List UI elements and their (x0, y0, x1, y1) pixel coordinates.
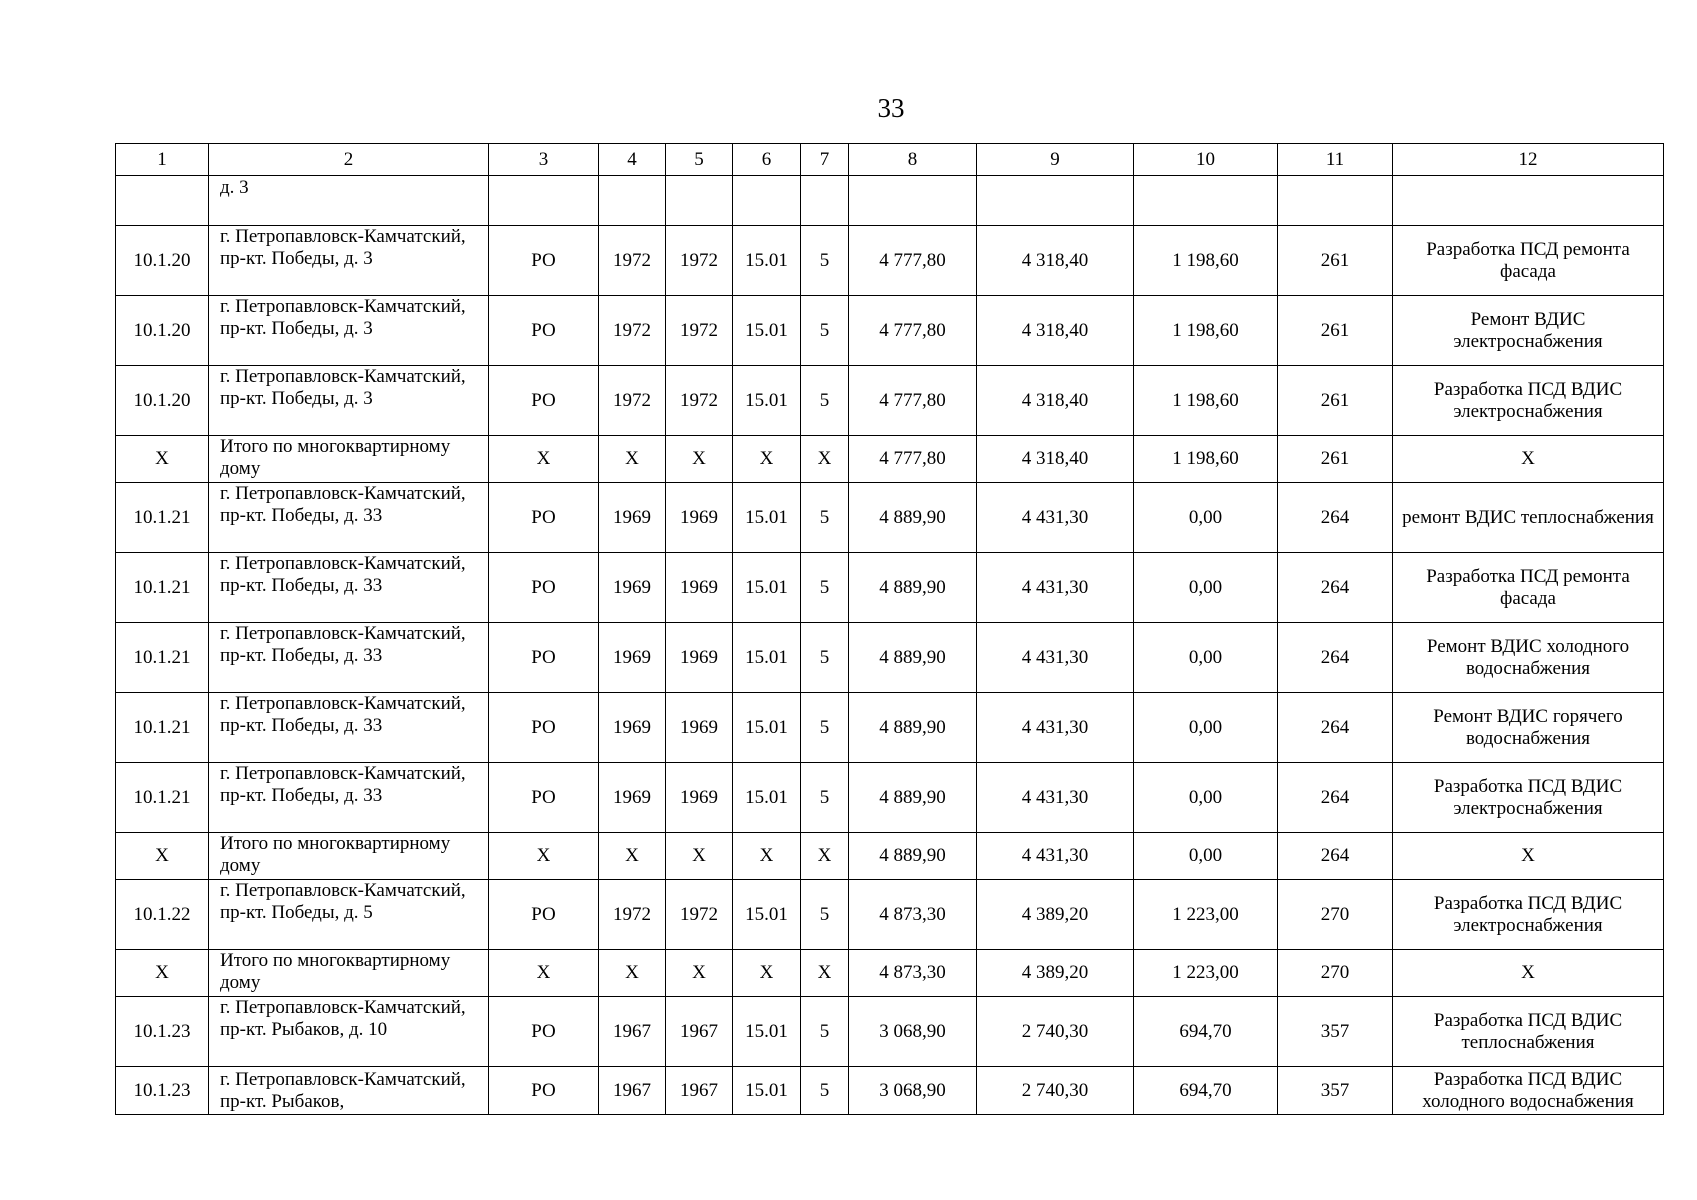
page-number: 33 (877, 93, 905, 123)
table-cell (977, 176, 1134, 226)
table-cell: 5 (801, 483, 849, 553)
table-cell: 15.01 (733, 553, 801, 623)
table-row (116, 763, 1664, 833)
table-row-total (116, 950, 1664, 997)
table-cell: РО (489, 1067, 599, 1115)
table-cell: 4 873,30 (849, 950, 977, 997)
table-cell: РО (489, 366, 599, 436)
table-cell: 1967 (599, 1067, 666, 1115)
address-cell: г. Петропавловск-Камчатский, пр-кт. Победы, д. 33 (209, 623, 489, 693)
table-cell: X (666, 833, 733, 880)
table-row-continuation (116, 176, 1664, 226)
work-type-cell: X (1393, 436, 1664, 483)
table-cell: 264 (1278, 483, 1393, 553)
address-cell: г. Петропавловск-Камчатский, пр-кт. Победы, д. 33 (209, 553, 489, 623)
address-cell: г. Петропавловск-Камчатский, пр-кт. Победы, д. 3 (209, 226, 489, 296)
work-type-cell: Разработка ПСД ремонта фасада (1393, 226, 1664, 296)
address-cell: Итого по многоквартирному дому (209, 833, 489, 880)
work-type-cell: X (1393, 833, 1664, 880)
address-cell: г. Петропавловск-Камчатский, пр-кт. Победы, д. 3 (209, 296, 489, 366)
table-cell: 1 223,00 (1134, 950, 1278, 997)
column-header: 9 (977, 144, 1134, 176)
address-cell: г. Петропавловск-Камчатский, пр-кт. Победы, д. 5 (209, 880, 489, 950)
table-cell: 4 777,80 (849, 226, 977, 296)
table-cell: X (489, 950, 599, 997)
table-cell: 1972 (599, 880, 666, 950)
table-cell: X (599, 833, 666, 880)
row-number-cell: 10.1.21 (116, 623, 209, 693)
row-number-cell: 10.1.21 (116, 553, 209, 623)
table-cell: 1969 (666, 763, 733, 833)
table-cell: 264 (1278, 763, 1393, 833)
table-cell: 5 (801, 1067, 849, 1115)
table-cell: X (801, 950, 849, 997)
table-cell: 1969 (599, 623, 666, 693)
table-cell: X (666, 436, 733, 483)
table-cell: РО (489, 296, 599, 366)
work-type-cell: Разработка ПСД ВДИС электроснабжения (1393, 763, 1664, 833)
table-cell: 4 777,80 (849, 296, 977, 366)
table-cell: РО (489, 226, 599, 296)
row-number-cell: 10.1.20 (116, 226, 209, 296)
table-cell (489, 176, 599, 226)
table-cell: 1972 (599, 226, 666, 296)
table-cell: 1 198,60 (1134, 296, 1278, 366)
table-cell: 15.01 (733, 623, 801, 693)
table-cell: 5 (801, 693, 849, 763)
table-row (116, 880, 1664, 950)
table-cell: 0,00 (1134, 623, 1278, 693)
table-cell: 2 740,30 (977, 1067, 1134, 1115)
table-cell: 4 873,30 (849, 880, 977, 950)
work-type-cell: Разработка ПСД ВДИС холодного водоснабжения (1393, 1067, 1664, 1115)
table-cell: 1 198,60 (1134, 366, 1278, 436)
table-header (116, 144, 1664, 176)
table-cell: 1969 (599, 763, 666, 833)
table-cell: 261 (1278, 296, 1393, 366)
table-row (116, 226, 1664, 296)
table-cell: 1969 (599, 553, 666, 623)
column-header: 5 (666, 144, 733, 176)
table-cell: 261 (1278, 226, 1393, 296)
table-cell: 5 (801, 226, 849, 296)
table-cell: 4 389,20 (977, 950, 1134, 997)
table-cell: РО (489, 763, 599, 833)
column-header: 6 (733, 144, 801, 176)
table-cell: 4 889,90 (849, 553, 977, 623)
address-cell: д. 3 (209, 176, 489, 226)
address-cell: Итого по многоквартирному дому (209, 436, 489, 483)
table-cell: 0,00 (1134, 483, 1278, 553)
table-row (116, 296, 1664, 366)
table-cell: 1972 (599, 366, 666, 436)
column-header: 4 (599, 144, 666, 176)
address-cell: г. Петропавловск-Камчатский, пр-кт. Победы, д. 33 (209, 763, 489, 833)
table-cell: РО (489, 880, 599, 950)
table-cell: X (733, 950, 801, 997)
table-cell: 5 (801, 763, 849, 833)
table-cell: 264 (1278, 833, 1393, 880)
table-row-total (116, 436, 1664, 483)
table-cell: 5 (801, 997, 849, 1067)
table-cell: X (489, 436, 599, 483)
table-cell: 15.01 (733, 1067, 801, 1115)
work-type-cell: ремонт ВДИС теплоснабжения (1393, 483, 1664, 553)
table-row-total (116, 833, 1664, 880)
table-cell: 1 198,60 (1134, 436, 1278, 483)
table-cell: 1967 (666, 997, 733, 1067)
table-cell: 5 (801, 880, 849, 950)
table-cell: 1969 (599, 483, 666, 553)
table-cell: 0,00 (1134, 763, 1278, 833)
table-cell: 4 431,30 (977, 553, 1134, 623)
table-cell: 4 431,30 (977, 623, 1134, 693)
work-type-cell: X (1393, 950, 1664, 997)
table-cell: 1967 (599, 997, 666, 1067)
column-header: 1 (116, 144, 209, 176)
table-row (116, 366, 1664, 436)
table-cell: 5 (801, 553, 849, 623)
table-cell: РО (489, 997, 599, 1067)
address-cell: г. Петропавловск-Камчатский, пр-кт. Рыбаков, (209, 1067, 489, 1115)
address-cell: г. Петропавловск-Камчатский, пр-кт. Победы, д. 3 (209, 366, 489, 436)
table-cell: X (801, 436, 849, 483)
table-cell: X (599, 436, 666, 483)
row-number-cell: 10.1.23 (116, 1067, 209, 1115)
table-cell: 15.01 (733, 693, 801, 763)
table-cell: 4 318,40 (977, 366, 1134, 436)
table-cell: 1969 (666, 693, 733, 763)
work-type-cell: Ремонт ВДИС электроснабжения (1393, 296, 1664, 366)
work-type-cell: Ремонт ВДИС горячего водоснабжения (1393, 693, 1664, 763)
table-cell: 270 (1278, 950, 1393, 997)
column-header: 11 (1278, 144, 1393, 176)
table-cell: X (599, 950, 666, 997)
column-header: 7 (801, 144, 849, 176)
header-row (116, 144, 1664, 176)
address-cell: г. Петропавловск-Камчатский, пр-кт. Рыбаков, д. 10 (209, 997, 489, 1067)
table-cell (1134, 176, 1278, 226)
table-cell: 261 (1278, 436, 1393, 483)
table-cell: X (733, 436, 801, 483)
table-cell (116, 176, 209, 226)
address-cell: Итого по многоквартирному дому (209, 950, 489, 997)
table-cell: 694,70 (1134, 1067, 1278, 1115)
table-cell: 15.01 (733, 763, 801, 833)
table-cell: 3 068,90 (849, 1067, 977, 1115)
table-cell: 1969 (666, 553, 733, 623)
row-number-cell: 10.1.20 (116, 366, 209, 436)
table-cell: РО (489, 623, 599, 693)
table-cell: 4 777,80 (849, 366, 977, 436)
table-cell: 2 740,30 (977, 997, 1134, 1067)
work-type-cell: Ремонт ВДИС холодного водоснабжения (1393, 623, 1664, 693)
table-cell: 694,70 (1134, 997, 1278, 1067)
table-cell: 4 431,30 (977, 693, 1134, 763)
table-cell: 4 889,90 (849, 483, 977, 553)
column-header: 3 (489, 144, 599, 176)
table-cell (666, 176, 733, 226)
table-row (116, 623, 1664, 693)
table-cell: 15.01 (733, 997, 801, 1067)
table-cell: 5 (801, 296, 849, 366)
row-number-cell: 10.1.21 (116, 763, 209, 833)
table-cell: 4 318,40 (977, 226, 1134, 296)
table-cell: 357 (1278, 1067, 1393, 1115)
table-cell: 4 431,30 (977, 833, 1134, 880)
table-cell: 4 889,90 (849, 623, 977, 693)
table-cell: 264 (1278, 623, 1393, 693)
table-cell: 4 889,90 (849, 763, 977, 833)
table-cell: 270 (1278, 880, 1393, 950)
table-cell: X (801, 833, 849, 880)
column-header: 10 (1134, 144, 1278, 176)
row-number-cell: 10.1.21 (116, 693, 209, 763)
table-cell: X (666, 950, 733, 997)
table-cell (801, 176, 849, 226)
column-header: 2 (209, 144, 489, 176)
table-cell: X (733, 833, 801, 880)
table-row (116, 693, 1664, 763)
table-cell (1278, 176, 1393, 226)
work-type-cell: Разработка ПСД ВДИС электроснабжения (1393, 366, 1664, 436)
work-type-cell: Разработка ПСД ВДИС электроснабжения (1393, 880, 1664, 950)
table-cell: 15.01 (733, 366, 801, 436)
row-number-cell: 10.1.23 (116, 997, 209, 1067)
table-cell: 4 318,40 (977, 436, 1134, 483)
program-table (115, 143, 1664, 1115)
address-cell: г. Петропавловск-Камчатский, пр-кт. Победы, д. 33 (209, 483, 489, 553)
row-number-cell: 10.1.20 (116, 296, 209, 366)
table-cell: 4 889,90 (849, 693, 977, 763)
table-cell: 5 (801, 623, 849, 693)
table-cell: 264 (1278, 693, 1393, 763)
table-row (116, 553, 1664, 623)
table-cell: 1 223,00 (1134, 880, 1278, 950)
table-cell (849, 176, 977, 226)
row-number-cell: X (116, 436, 209, 483)
table-cell: 4 318,40 (977, 296, 1134, 366)
table-cell: 0,00 (1134, 833, 1278, 880)
table-body (116, 176, 1664, 1115)
table-cell: 4 889,90 (849, 833, 977, 880)
table-cell: 15.01 (733, 296, 801, 366)
column-header: 12 (1393, 144, 1664, 176)
table-cell: 357 (1278, 997, 1393, 1067)
table-cell: X (489, 833, 599, 880)
table-cell: 5 (801, 366, 849, 436)
table-cell: 1967 (666, 1067, 733, 1115)
table-cell (599, 176, 666, 226)
work-type-cell: Разработка ПСД ВДИС теплоснабжения (1393, 997, 1664, 1067)
table-row (116, 1067, 1664, 1115)
work-type-cell: Разработка ПСД ремонта фасада (1393, 553, 1664, 623)
table-cell: 1972 (666, 366, 733, 436)
row-number-cell: X (116, 950, 209, 997)
table-cell (733, 176, 801, 226)
row-number-cell: X (116, 833, 209, 880)
table-cell: 261 (1278, 366, 1393, 436)
table-cell: 1972 (599, 296, 666, 366)
column-header: 8 (849, 144, 977, 176)
table-cell: 1972 (666, 296, 733, 366)
table-cell: 15.01 (733, 483, 801, 553)
table-cell: 264 (1278, 553, 1393, 623)
table-cell: 4 431,30 (977, 763, 1134, 833)
table-cell (1393, 176, 1664, 226)
table-cell: РО (489, 483, 599, 553)
table-cell: 4 777,80 (849, 436, 977, 483)
table-cell: РО (489, 553, 599, 623)
table-cell: 0,00 (1134, 553, 1278, 623)
table-cell: 1969 (666, 483, 733, 553)
table-cell: 4 389,20 (977, 880, 1134, 950)
table-row (116, 997, 1664, 1067)
table-cell: 15.01 (733, 880, 801, 950)
table-cell: 1 198,60 (1134, 226, 1278, 296)
table-row (116, 483, 1664, 553)
table-cell: 1972 (666, 880, 733, 950)
table-cell: 3 068,90 (849, 997, 977, 1067)
table-cell: 1972 (666, 226, 733, 296)
address-cell: г. Петропавловск-Камчатский, пр-кт. Победы, д. 33 (209, 693, 489, 763)
table-cell: 0,00 (1134, 693, 1278, 763)
table-cell: 4 431,30 (977, 483, 1134, 553)
table-cell: РО (489, 693, 599, 763)
row-number-cell: 10.1.21 (116, 483, 209, 553)
table-cell: 1969 (599, 693, 666, 763)
table-cell: 1969 (666, 623, 733, 693)
table-cell: 15.01 (733, 226, 801, 296)
row-number-cell: 10.1.22 (116, 880, 209, 950)
